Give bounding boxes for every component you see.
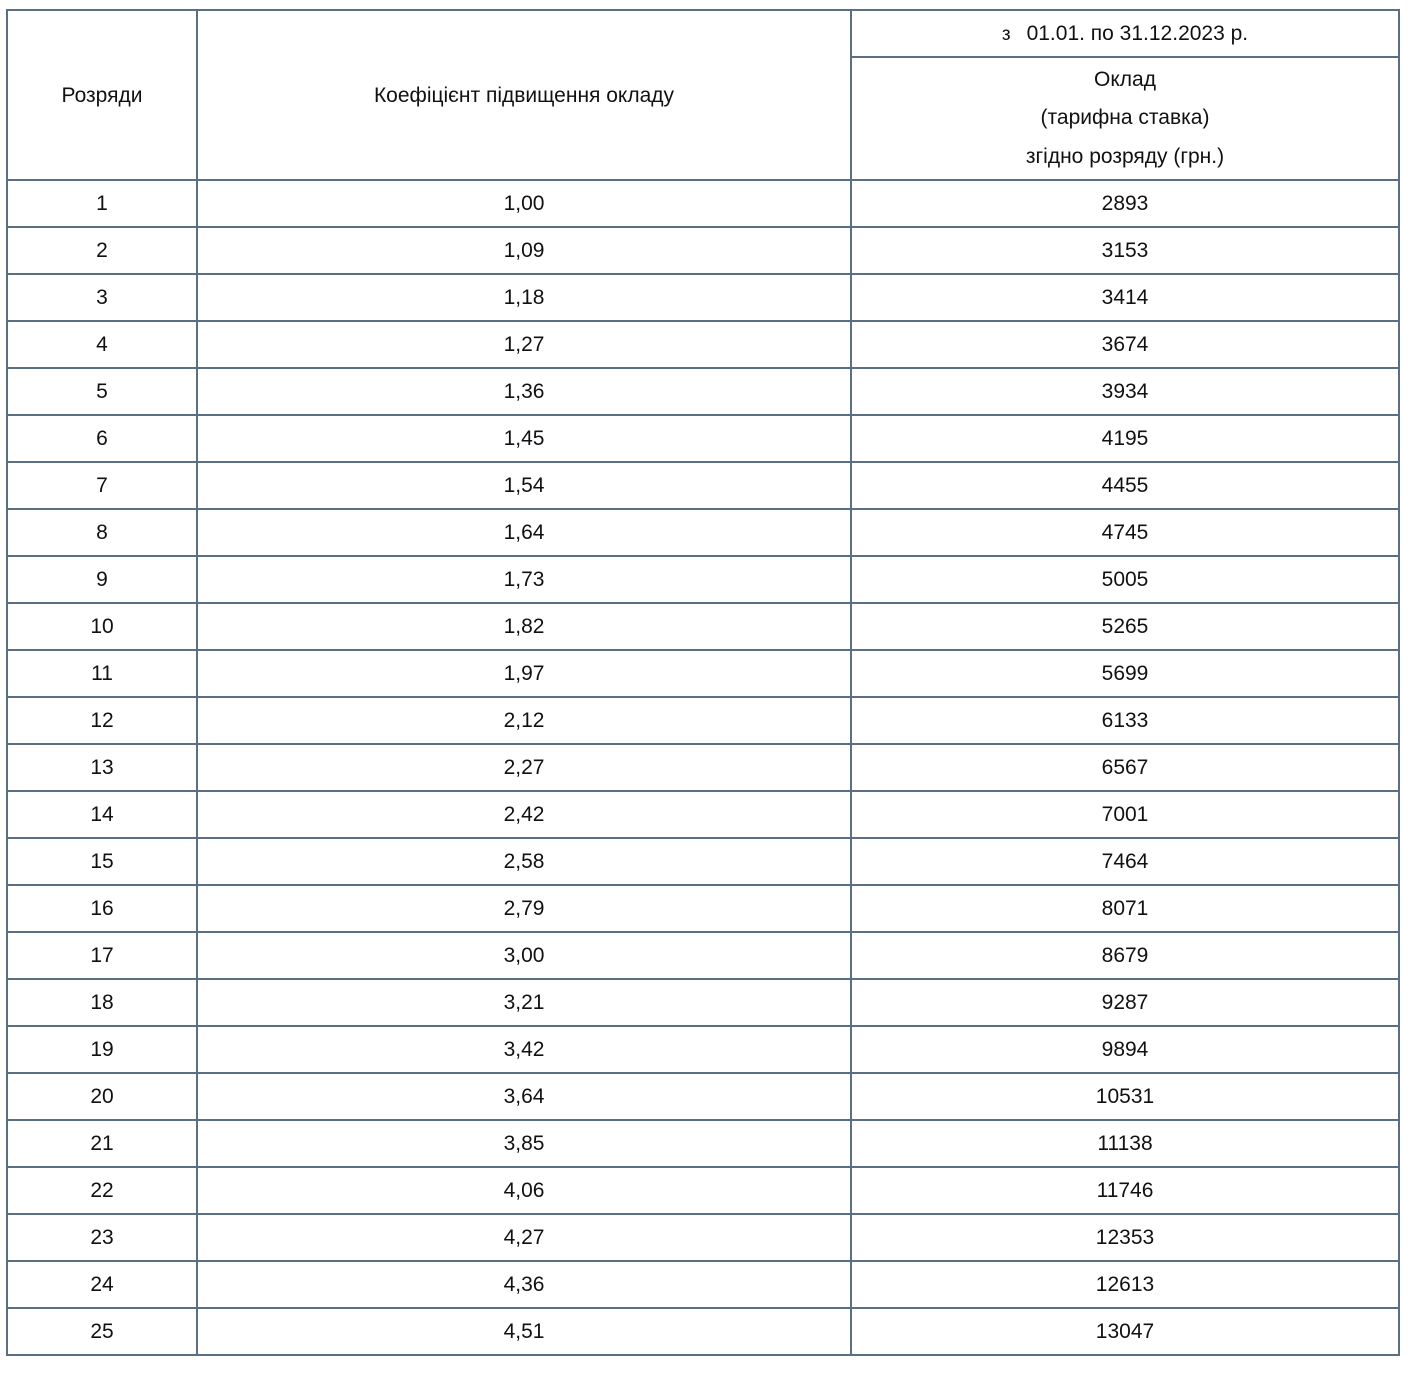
table-row xyxy=(7,838,1399,885)
grade-cell: 19 xyxy=(7,1026,197,1073)
salary-cell: 12353 xyxy=(851,1214,1399,1261)
salary-cell: 4455 xyxy=(851,462,1399,509)
coefficient-cell: 2,42 xyxy=(197,791,851,838)
grade-cell: 24 xyxy=(7,1261,197,1308)
salary-cell: 2893 xyxy=(851,180,1399,227)
table-row xyxy=(7,368,1399,415)
grade-cell: 9 xyxy=(7,556,197,603)
table-row xyxy=(7,1120,1399,1167)
table-row xyxy=(7,791,1399,838)
period-label xyxy=(1002,23,1248,44)
grade-cell: 10 xyxy=(7,603,197,650)
grade-cell: 22 xyxy=(7,1167,197,1214)
header-row-top xyxy=(7,10,1399,57)
table-row xyxy=(7,1214,1399,1261)
salary-grade-table xyxy=(6,9,1400,1356)
coefficient-cell: 3,64 xyxy=(197,1073,851,1120)
salary-cell: 12613 xyxy=(851,1261,1399,1308)
coefficient-cell: 2,79 xyxy=(197,885,851,932)
table-row xyxy=(7,650,1399,697)
coefficient-cell: 2,27 xyxy=(197,744,851,791)
table-body xyxy=(7,180,1399,1355)
grade-cell: 20 xyxy=(7,1073,197,1120)
grade-cell: 4 xyxy=(7,321,197,368)
salary-cell: 11138 xyxy=(851,1120,1399,1167)
salary-cell: 8679 xyxy=(851,932,1399,979)
salary-header-line-2: (тарифна ставка) xyxy=(1040,106,1210,130)
salary-header-line-3: згідно розряду (грн.) xyxy=(1025,144,1225,168)
grade-cell: 11 xyxy=(7,650,197,697)
grade-cell: 12 xyxy=(7,697,197,744)
salary-cell: 5699 xyxy=(851,650,1399,697)
grade-cell: 3 xyxy=(7,274,197,321)
coefficient-cell: 2,12 xyxy=(197,697,851,744)
coefficient-cell: 1,97 xyxy=(197,650,851,697)
grade-cell: 1 xyxy=(7,180,197,227)
table-row xyxy=(7,1026,1399,1073)
table-row xyxy=(7,885,1399,932)
table-row xyxy=(7,274,1399,321)
table-row xyxy=(7,932,1399,979)
grade-cell: 8 xyxy=(7,509,197,556)
salary-cell: 10531 xyxy=(851,1073,1399,1120)
salary-cell: 6133 xyxy=(851,697,1399,744)
table-row xyxy=(7,744,1399,791)
grade-cell: 15 xyxy=(7,838,197,885)
grade-cell: 21 xyxy=(7,1120,197,1167)
coefficient-cell: 3,00 xyxy=(197,932,851,979)
salary-cell: 5005 xyxy=(851,556,1399,603)
salary-cell: 9287 xyxy=(851,979,1399,1026)
grade-cell: 18 xyxy=(7,979,197,1026)
table-row xyxy=(7,979,1399,1026)
grade-cell: 14 xyxy=(7,791,197,838)
grade-cell: 17 xyxy=(7,932,197,979)
grade-cell: 2 xyxy=(7,227,197,274)
period-header xyxy=(851,10,1399,57)
grade-cell: 13 xyxy=(7,744,197,791)
table-row xyxy=(7,509,1399,556)
grade-cell: 25 xyxy=(7,1308,197,1355)
grade-column-header: Розряди xyxy=(7,10,197,180)
salary-cell: 3674 xyxy=(851,321,1399,368)
salary-cell: 7464 xyxy=(851,838,1399,885)
coefficient-cell: 1,18 xyxy=(197,274,851,321)
salary-cell: 6567 xyxy=(851,744,1399,791)
salary-cell: 5265 xyxy=(851,603,1399,650)
table-row xyxy=(7,415,1399,462)
salary-cell: 4745 xyxy=(851,509,1399,556)
table-row xyxy=(7,697,1399,744)
table-row xyxy=(7,1308,1399,1355)
grade-cell: 7 xyxy=(7,462,197,509)
salary-cell: 4195 xyxy=(851,415,1399,462)
table-row xyxy=(7,321,1399,368)
coefficient-cell: 1,09 xyxy=(197,227,851,274)
salary-cell: 13047 xyxy=(851,1308,1399,1355)
coefficient-cell: 1,27 xyxy=(197,321,851,368)
coefficient-column-header: Коефіцієнт підвищення окладу xyxy=(197,10,851,180)
coefficient-cell: 4,27 xyxy=(197,1214,851,1261)
coefficient-cell: 4,36 xyxy=(197,1261,851,1308)
coefficient-cell: 3,42 xyxy=(197,1026,851,1073)
coefficient-cell: 1,54 xyxy=(197,462,851,509)
grade-cell: 6 xyxy=(7,415,197,462)
coefficient-cell: 1,82 xyxy=(197,603,851,650)
table-row xyxy=(7,556,1399,603)
coefficient-cell: 2,58 xyxy=(197,838,851,885)
table-row xyxy=(7,227,1399,274)
coefficient-cell: 4,51 xyxy=(197,1308,851,1355)
coefficient-cell: 1,64 xyxy=(197,509,851,556)
coefficient-cell: 3,21 xyxy=(197,979,851,1026)
coefficient-cell: 1,00 xyxy=(197,180,851,227)
salary-cell: 8071 xyxy=(851,885,1399,932)
coefficient-cell: 1,45 xyxy=(197,415,851,462)
table-row xyxy=(7,462,1399,509)
period-prefix: з xyxy=(1001,24,1011,45)
salary-cell: 3934 xyxy=(851,368,1399,415)
salary-header-line-1: Оклад xyxy=(1094,67,1156,91)
coefficient-cell: 1,36 xyxy=(197,368,851,415)
grade-cell: 16 xyxy=(7,885,197,932)
coefficient-cell: 1,73 xyxy=(197,556,851,603)
coefficient-cell: 3,85 xyxy=(197,1120,851,1167)
table-row xyxy=(7,603,1399,650)
salary-cell: 11746 xyxy=(851,1167,1399,1214)
salary-cell: 9894 xyxy=(851,1026,1399,1073)
salary-cell: 3414 xyxy=(851,274,1399,321)
grade-cell: 23 xyxy=(7,1214,197,1261)
table-row xyxy=(7,1167,1399,1214)
period-range: 01.01. по 31.12.2023 р. xyxy=(1026,22,1249,45)
salary-cell: 3153 xyxy=(851,227,1399,274)
salary-column-header xyxy=(851,57,1399,180)
table-row xyxy=(7,180,1399,227)
salary-cell: 7001 xyxy=(851,791,1399,838)
table-row xyxy=(7,1073,1399,1120)
table-header xyxy=(7,10,1399,180)
grade-cell: 5 xyxy=(7,368,197,415)
table-row xyxy=(7,1261,1399,1308)
coefficient-cell: 4,06 xyxy=(197,1167,851,1214)
